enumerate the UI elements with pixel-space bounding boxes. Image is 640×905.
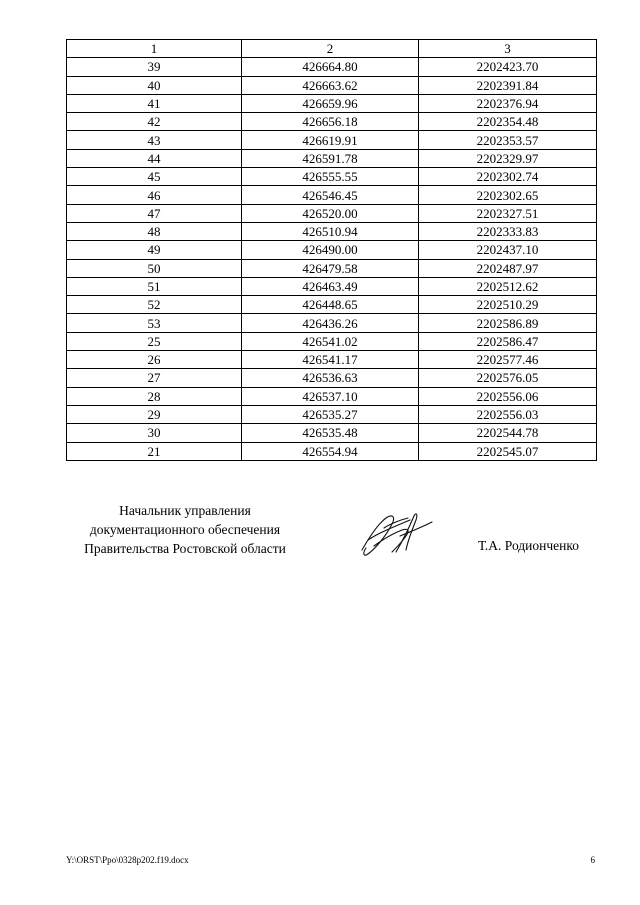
x-coordinate-cell: 426663.62 [242,76,419,94]
table-row [67,94,597,112]
x-coordinate-cell: 426546.45 [242,186,419,204]
position-title-line: Начальник управления [119,503,251,518]
y-coordinate-cell: 2202423.70 [419,58,597,76]
point-number-cell: 51 [67,277,242,295]
page-number: 6 [590,855,595,865]
table-row [67,76,597,94]
y-coordinate-cell: 2202577.46 [419,351,597,369]
point-number-cell: 48 [67,222,242,240]
point-number-cell: 46 [67,186,242,204]
y-coordinate-cell: 2202302.65 [419,186,597,204]
x-coordinate-cell: 426554.94 [242,442,419,460]
x-coordinate-cell: 426664.80 [242,58,419,76]
point-number-cell: 40 [67,76,242,94]
column-header-3: 3 [419,40,597,58]
x-coordinate-cell: 426541.17 [242,351,419,369]
point-number-cell: 26 [67,351,242,369]
table-row [67,149,597,167]
table-row [67,332,597,350]
point-number-cell: 44 [67,149,242,167]
table-row [67,387,597,405]
x-coordinate-cell: 426436.26 [242,314,419,332]
x-coordinate-cell: 426537.10 [242,387,419,405]
x-coordinate-cell: 426535.48 [242,424,419,442]
point-number-cell: 39 [67,58,242,76]
table-row [67,241,597,259]
point-number-cell: 50 [67,259,242,277]
point-number-cell: 42 [67,113,242,131]
y-coordinate-cell: 2202391.84 [419,76,597,94]
y-coordinate-cell: 2202376.94 [419,94,597,112]
y-coordinate-cell: 2202586.89 [419,314,597,332]
y-coordinate-cell: 2202544.78 [419,424,597,442]
table-row [67,424,597,442]
x-coordinate-cell: 426555.55 [242,168,419,186]
x-coordinate-cell: 426535.27 [242,405,419,423]
table-row [67,204,597,222]
column-header-1: 1 [67,40,242,58]
table-row [67,222,597,240]
table-header-row [67,40,597,58]
y-coordinate-cell: 2202586.47 [419,332,597,350]
x-coordinate-cell: 426479.58 [242,259,419,277]
y-coordinate-cell: 2202545.07 [419,442,597,460]
position-title-line: Правительства Ростовской области [84,541,286,556]
point-number-cell: 27 [67,369,242,387]
x-coordinate-cell: 426591.78 [242,149,419,167]
x-coordinate-cell: 426490.00 [242,241,419,259]
table-row [67,405,597,423]
point-number-cell: 29 [67,405,242,423]
position-title [60,501,310,558]
y-coordinate-cell: 2202512.62 [419,277,597,295]
x-coordinate-cell: 426463.49 [242,277,419,295]
x-coordinate-cell: 426619.91 [242,131,419,149]
y-coordinate-cell: 2202333.83 [419,222,597,240]
table-row [67,186,597,204]
signer-name: Т.А. Родионченко [478,538,579,553]
x-coordinate-cell: 426536.63 [242,369,419,387]
x-coordinate-cell: 426448.65 [242,296,419,314]
coordinates-table [66,39,597,461]
table-row [67,351,597,369]
point-number-cell: 28 [67,387,242,405]
point-number-cell: 47 [67,204,242,222]
column-header-2: 2 [242,40,419,58]
x-coordinate-cell: 426659.96 [242,94,419,112]
x-coordinate-cell: 426520.00 [242,204,419,222]
table-row [67,277,597,295]
table-row [67,58,597,76]
point-number-cell: 30 [67,424,242,442]
handwritten-signature-icon [356,506,436,562]
footer-file-path: Y:\ORST\Ppo\0328p202.f19.docx [66,855,189,865]
y-coordinate-cell: 2202556.03 [419,405,597,423]
y-coordinate-cell: 2202329.97 [419,149,597,167]
y-coordinate-cell: 2202556.06 [419,387,597,405]
point-number-cell: 49 [67,241,242,259]
x-coordinate-cell: 426656.18 [242,113,419,131]
x-coordinate-cell: 426510.94 [242,222,419,240]
point-number-cell: 41 [67,94,242,112]
point-number-cell: 43 [67,131,242,149]
y-coordinate-cell: 2202353.57 [419,131,597,149]
y-coordinate-cell: 2202487.97 [419,259,597,277]
y-coordinate-cell: 2202437.10 [419,241,597,259]
y-coordinate-cell: 2202327.51 [419,204,597,222]
x-coordinate-cell: 426541.02 [242,332,419,350]
y-coordinate-cell: 2202510.29 [419,296,597,314]
y-coordinate-cell: 2202302.74 [419,168,597,186]
table-row [67,442,597,460]
y-coordinate-cell: 2202354.48 [419,113,597,131]
coordinates-table-body [67,40,597,461]
point-number-cell: 45 [67,168,242,186]
point-number-cell: 53 [67,314,242,332]
position-title-line: документационного обеспечения [89,522,281,537]
table-row [67,113,597,131]
table-row [67,314,597,332]
table-row [67,131,597,149]
y-coordinate-cell: 2202576.05 [419,369,597,387]
table-row [67,296,597,314]
table-row [67,369,597,387]
point-number-cell: 52 [67,296,242,314]
point-number-cell: 25 [67,332,242,350]
table-row [67,259,597,277]
point-number-cell: 21 [67,442,242,460]
table-row [67,168,597,186]
